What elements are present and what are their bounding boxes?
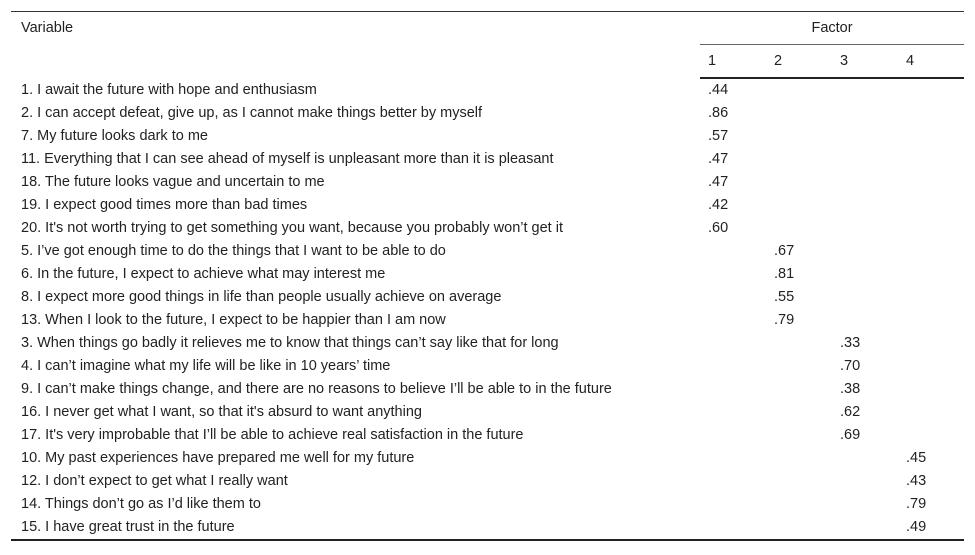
factor-2-header: 2 (766, 45, 832, 79)
factor-4-loading (898, 78, 964, 102)
factor-1-loading: .57 (708, 128, 729, 144)
factor-4-loading: .45 (906, 450, 927, 466)
factor-4-loading (898, 286, 964, 309)
factor-4-loading (898, 332, 964, 355)
factor-2-loading (766, 194, 832, 217)
table-row (11, 217, 964, 240)
variable-cell: 18. The future looks vague and uncertain to me (21, 174, 325, 190)
table-row (11, 424, 964, 447)
factor-loadings-table-container (11, 11, 964, 541)
variable-cell: 12. I don’t expect to get what I really want (21, 473, 288, 489)
factor-1-loading: .44 (708, 82, 729, 98)
factor-2-loading (766, 378, 832, 401)
factor-3-loading (832, 309, 898, 332)
factor-2-loading (766, 401, 832, 424)
factor-1-loading (700, 355, 766, 378)
table-row (11, 516, 964, 540)
factor-3-loading: .38 (840, 381, 861, 397)
variable-cell: 8. I expect more good things in life than people usually achieve on average (21, 289, 502, 305)
table-row (11, 447, 964, 470)
factor-1-loading (700, 378, 766, 401)
variable-cell: 11. Everything that I can see ahead of myself is unpleasant more than it is pleasant (21, 151, 554, 167)
table-row (11, 148, 964, 171)
factor-3-loading (832, 263, 898, 286)
variable-cell: 13. When I look to the future, I expect to be happier than I am now (21, 312, 446, 328)
table-row (11, 102, 964, 125)
table-row (11, 263, 964, 286)
factor-group-header: Factor (700, 12, 964, 45)
factor-2-loading (766, 148, 832, 171)
factor-4-loading (898, 378, 964, 401)
factor-3-loading (832, 125, 898, 148)
factor-1-header: 1 (700, 45, 766, 79)
factor-3-loading (832, 286, 898, 309)
factor-1-loading (700, 493, 766, 516)
factor-2-loading (766, 516, 832, 540)
factor-3-loading (832, 217, 898, 240)
factor-loadings-table (11, 11, 964, 541)
factor-4-loading (898, 148, 964, 171)
factor-4-loading: .49 (898, 516, 964, 540)
factor-3-loading (832, 447, 898, 470)
variable-cell: 6. In the future, I expect to achieve what may interest me (21, 266, 386, 282)
factor-1-loading (700, 516, 766, 540)
factor-2-loading: .55 (774, 289, 795, 305)
factor-2-loading (766, 424, 832, 447)
factor-1-loading (700, 401, 766, 424)
factor-1-loading (700, 332, 766, 355)
factor-2-loading (766, 102, 832, 125)
variable-cell: 19. I expect good times more than bad times (21, 197, 308, 213)
factor-4-loading (898, 309, 964, 332)
factor-3-loading: .69 (840, 427, 861, 443)
factor-1-loading (700, 470, 766, 493)
factor-1-loading: .47 (708, 174, 729, 190)
variable-cell: 5. I’ve got enough time to do the things that I want to be able to do (21, 243, 446, 259)
factor-4-loading (898, 240, 964, 263)
factor-2-loading (766, 355, 832, 378)
table-row (11, 355, 964, 378)
table-row (11, 286, 964, 309)
variable-cell: 4. I can’t imagine what my life will be like in 10 years’ time (21, 358, 391, 374)
variable-cell: 17. It's very improbable that I’ll be able to achieve real satisfaction in the future (21, 427, 524, 443)
factor-2-loading (766, 493, 832, 516)
factor-3-loading (832, 240, 898, 263)
factor-2-loading (766, 171, 832, 194)
factor-4-loading (898, 171, 964, 194)
factor-1-loading (700, 309, 766, 332)
variable-column-header: Variable (11, 12, 700, 79)
table-row (11, 125, 964, 148)
factor-4-loading (898, 102, 964, 125)
factor-3-loading (832, 148, 898, 171)
factor-2-loading: .81 (774, 266, 795, 282)
factor-4-loading (898, 401, 964, 424)
variable-cell: 3. When things go badly it relieves me to know that things can’t say like that for long (21, 335, 559, 351)
factor-3-loading: .33 (840, 335, 861, 351)
factor-3-loading (832, 493, 898, 516)
factor-3-header: 3 (832, 45, 898, 79)
factor-4-loading (898, 263, 964, 286)
table-row (11, 378, 964, 401)
variable-cell: 15. I have great trust in the future (11, 516, 700, 540)
table-row (11, 240, 964, 263)
factor-4-loading: .43 (906, 473, 927, 489)
factor-4-loading: .79 (906, 496, 927, 512)
variable-cell: 7. My future looks dark to me (21, 128, 208, 144)
variable-cell: 10. My past experiences have prepared me well for my future (21, 450, 415, 466)
table-row (11, 401, 964, 424)
factor-4-loading (898, 194, 964, 217)
factor-1-loading: .86 (708, 105, 729, 121)
factor-2-loading (766, 447, 832, 470)
factor-1-loading (700, 424, 766, 447)
table-row (11, 78, 964, 102)
factor-3-loading: .62 (840, 404, 861, 420)
factor-3-loading (832, 470, 898, 493)
factor-2-loading: .79 (774, 312, 795, 328)
factor-2-loading (766, 217, 832, 240)
factor-2-loading (766, 332, 832, 355)
variable-cell: 1. I await the future with hope and enthusiasm (21, 81, 317, 98)
table-row (11, 332, 964, 355)
factor-4-loading (898, 217, 964, 240)
factor-1-loading (700, 240, 766, 263)
table-row (11, 493, 964, 516)
factor-3-loading (832, 171, 898, 194)
variable-cell: 9. I can’t make things change, and there are no reasons to believe I’ll be able to in the future (21, 381, 612, 397)
table-row (11, 470, 964, 493)
factor-1-loading (700, 447, 766, 470)
table-row (11, 309, 964, 332)
factor-1-loading: .47 (708, 151, 729, 167)
factor-1-loading: .42 (708, 197, 729, 213)
factor-2-loading (766, 470, 832, 493)
factor-4-header: 4 (898, 45, 964, 79)
factor-3-loading (832, 194, 898, 217)
factor-1-loading (700, 286, 766, 309)
table-body (11, 78, 964, 540)
factor-4-loading (898, 125, 964, 148)
factor-2-loading (766, 78, 832, 102)
variable-cell: 2. I can accept defeat, give up, as I cannot make things better by myself (21, 105, 483, 121)
factor-3-loading (832, 102, 898, 125)
factor-2-loading: .67 (774, 243, 795, 259)
factor-3-loading: .70 (840, 358, 861, 374)
variable-cell: 16. I never get what I want, so that it's absurd to want anything (21, 404, 422, 420)
factor-4-loading (898, 355, 964, 378)
table-row (11, 171, 964, 194)
factor-3-loading (832, 516, 898, 540)
table-row (11, 194, 964, 217)
factor-1-loading: .60 (708, 220, 729, 236)
factor-3-loading (832, 78, 898, 102)
factor-4-loading (898, 424, 964, 447)
factor-1-loading (700, 263, 766, 286)
factor-2-loading (766, 125, 832, 148)
variable-cell: 20. It's not worth trying to get something you want, because you probably won’t get it (21, 220, 563, 236)
variable-cell: 14. Things don’t go as I’d like them to (21, 496, 261, 512)
